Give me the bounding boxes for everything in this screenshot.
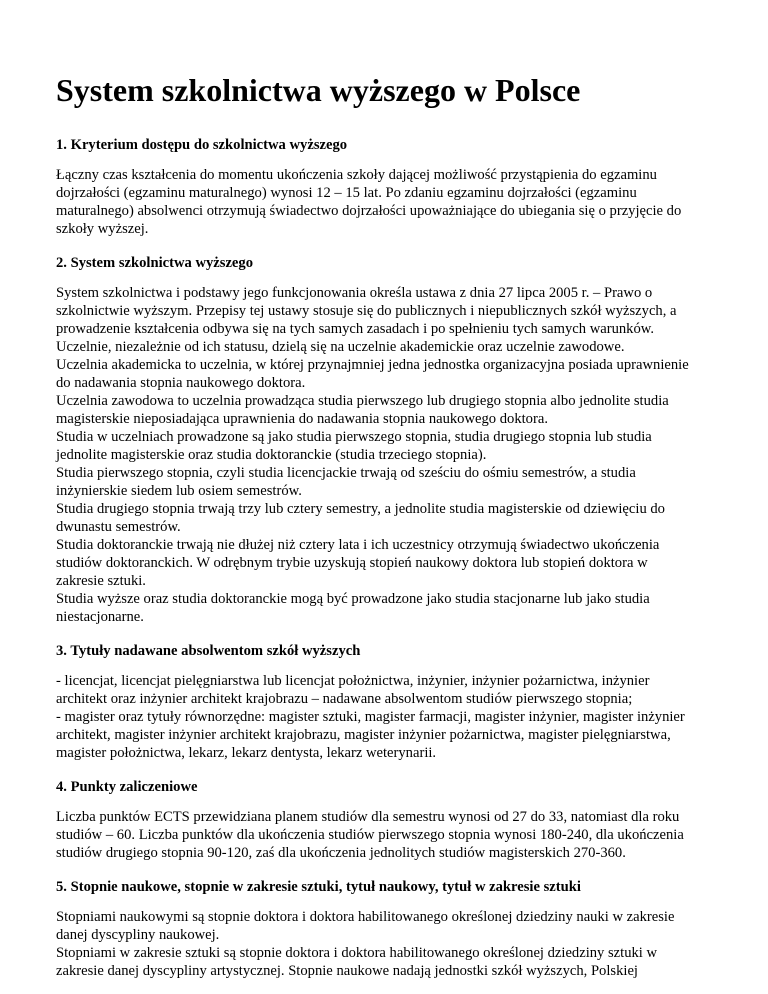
paragraph-line: danej dyscypliny naukowej.	[56, 927, 220, 943]
paragraph-line: Uczelnie, niezależnie od ich statusu, dzielą się na uczelnie akademickie oraz uczelnie zawodowe.	[56, 339, 625, 355]
paragraph-line: jednolite magisterskie oraz studia doktoranckie (studia trzeciego stopnia).	[56, 447, 487, 463]
paragraph-line: architekt oraz inżynier architekt krajobrazu – nadawane absolwentom studiów pierwszego stopnia;	[56, 691, 633, 707]
section-access-criteria	[56, 136, 726, 254]
paragraph-line: prowadzenie kształcenia odbywa się na tych samych zasadach i po spełnieniu tych samych warunków.	[56, 321, 655, 337]
paragraph-line: studiów drugiego stopnia 90-120, zaś dla ukończenia jednolitych studiów magisterskich 270-360.	[56, 845, 626, 861]
paragraph-line: magisterskie nieposiadająca uprawnienia do nadawania stopnia naukowego doktora.	[56, 411, 548, 427]
paragraph-line: Studia pierwszego stopnia, czyli studia licencjackie trwają od sześciu do ośmiu semestrów, a studia	[56, 465, 636, 481]
paragraph-line: do nadawania stopnia naukowego doktora.	[56, 375, 306, 391]
paragraph-line: dojrzałości (egzaminu maturalnego) wynosi 12 – 15 lat. Po zdaniu egzaminu dojrzałości (egzaminu	[56, 185, 637, 201]
section-academic-degrees	[56, 878, 726, 980]
paragraph-line: Liczba punktów ECTS przewidziana planem studiów dla semestru wynosi od 27 do 33, natomiast dla roku	[56, 809, 680, 825]
paragraph-line: System szkolnictwa i podstawy jego funkcjonowania określa ustawa z dnia 27 lipca 2005 r. – Prawo o	[56, 285, 653, 301]
paragraph-line: szkolnictwie wyższym. Przepisy tej ustawy stosuje się do publicznych i niepublicznych szkół wyższych, a	[56, 303, 677, 319]
section-heading: 5. Stopnie naukowe, stopnie w zakresie sztuki, tytuł naukowy, tytuł w zakresie sztuki	[56, 879, 581, 895]
section-heading: 1. Kryterium dostępu do szkolnictwa wyższego	[56, 137, 348, 153]
section-heading: 4. Punkty zaliczeniowe	[56, 779, 198, 795]
paragraph-line: maturalnego) absolwenci otrzymują świadectwo dojrzałości upoważniające do ubiegania się o przyjęcie do	[56, 203, 682, 219]
section-heading: 2. System szkolnictwa wyższego	[56, 255, 253, 271]
paragraph-line: inżynierskie siedem lub osiem semestrów.	[56, 483, 302, 499]
paragraph-line: architekt, magister inżynier architekt krajobrazu, magister inżynier pożarnictwa, magister pielęgniarstwa,	[56, 727, 671, 743]
page-title: System szkolnictwa wyższego w Polsce	[56, 72, 581, 108]
paragraph-line: - licencjat, licencjat pielęgniarstwa lub licencjat położnictwa, inżynier, inżynier pożarnictwa, inżynier	[56, 673, 650, 689]
paragraph-line: niestacjonarne.	[56, 609, 144, 625]
section-degrees-awarded	[56, 642, 726, 778]
paragraph-line: Uczelnia akademicka to uczelnia, w której przynajmniej jedna jednostka organizacyjna posiada uprawnienie	[56, 357, 689, 373]
paragraph-line: zakresie danej dyscypliny artystycznej. Stopnie naukowe nadają jednostki szkół wyższych, Polskiej	[56, 963, 638, 979]
paragraph-line: Studia wyższe oraz studia doktoranckie mogą być prowadzone jako studia stacjonarne lub jako studia	[56, 591, 650, 607]
paragraph-line: zakresie sztuki.	[56, 573, 146, 589]
document-body	[56, 136, 726, 980]
paragraph-line: Studia w uczelniach prowadzone są jako studia pierwszego stopnia, studia drugiego stopnia lub studia	[56, 429, 652, 445]
paragraph-line: Uczelnia zawodowa to uczelnia prowadząca studia pierwszego lub drugiego stopnia albo jednolite studia	[56, 393, 669, 409]
paragraph-line: szkoły wyższej.	[56, 221, 149, 237]
paragraph-line: magister położnictwa, lekarz, lekarz dentysta, lekarz weterynarii.	[56, 745, 437, 761]
section-higher-education-system	[56, 254, 726, 642]
paragraph-line: dwunastu semestrów.	[56, 519, 181, 535]
paragraph-line: studiów doktoranckich. W odrębnym trybie uzyskują stopień naukowy doktora lub stopień doktora w	[56, 555, 648, 571]
paragraph-line: - magister oraz tytuły równorzędne: magister sztuki, magister farmacji, magister inżynier, magister inżynier	[56, 709, 685, 725]
paragraph-line: Stopniami w zakresie sztuki są stopnie doktora i doktora habilitowanego określonej dziedziny sztuki w	[56, 945, 658, 961]
paragraph-line: Łączny czas kształcenia do momentu ukończenia szkoły dającej możliwość przystąpienia do egzaminu	[56, 167, 657, 183]
paragraph-line: studiów – 60. Liczba punktów dla ukończenia studiów pierwszego stopnia wynosi 180-240, dla ukończenia	[56, 827, 684, 843]
section-credit-points	[56, 778, 726, 878]
paragraph-line: Stopniami naukowymi są stopnie doktora i doktora habilitowanego określonej dziedziny nauki w zakresie	[56, 909, 675, 925]
section-heading: 3. Tytuły nadawane absolwentom szkół wyższych	[56, 643, 361, 659]
paragraph-line: Studia drugiego stopnia trwają trzy lub cztery semestry, a jednolite studia magisterskie od dziewięciu do	[56, 501, 665, 517]
paragraph-line: Studia doktoranckie trwają nie dłużej niż cztery lata i ich uczestnicy otrzymują świadectwo ukończenia	[56, 537, 660, 553]
